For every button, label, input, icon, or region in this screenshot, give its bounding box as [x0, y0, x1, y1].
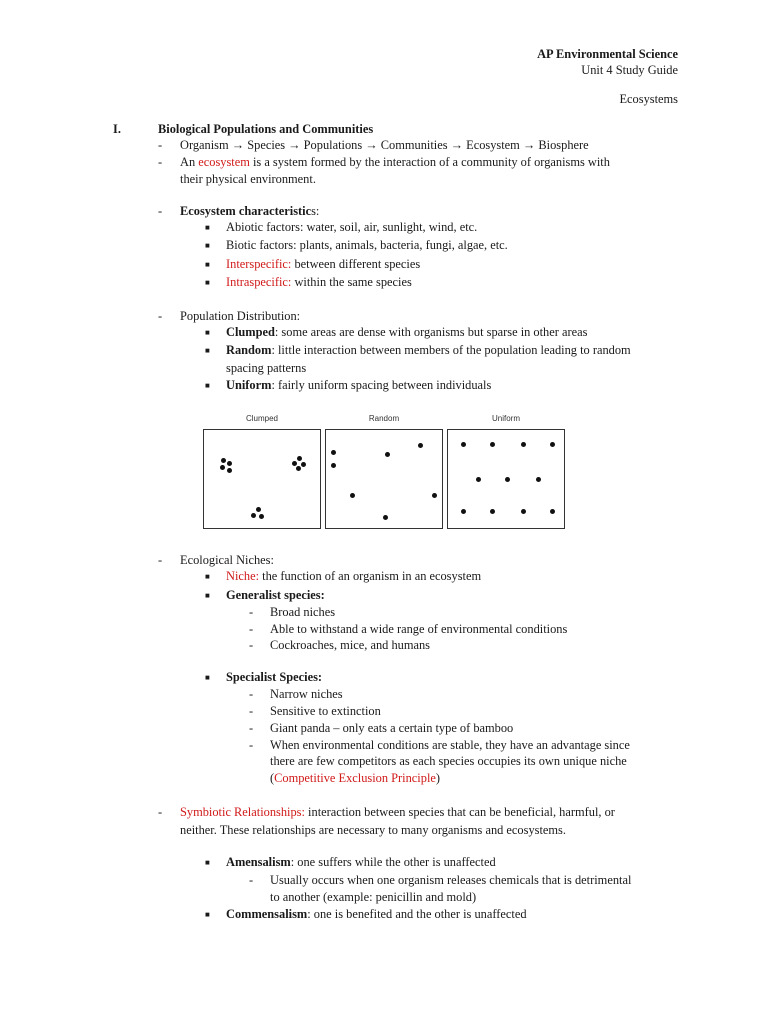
dash-bullet: -: [249, 638, 254, 652]
organism-dot: [521, 442, 526, 447]
square-bullet: ■: [205, 591, 210, 600]
amensalism-item: Amensalism: one suffers while the other is unaffected: [226, 855, 496, 869]
uniform-item: Uniform: fairly uniform spacing between individuals: [226, 378, 492, 392]
specialist-item: Giant panda – only eats a certain type of bamboo: [270, 721, 514, 735]
symbiosis-definition-cont: neither. These relationships are necessary to many organisms and ecosystems.: [180, 823, 566, 837]
organism-dot: [227, 461, 232, 466]
square-bullet: ■: [205, 346, 210, 355]
dash-bullet: -: [158, 553, 163, 567]
niches-heading: Ecological Niches:: [180, 553, 274, 567]
amensalism-note-cont: to another (example: penicillin and mold): [270, 890, 477, 904]
generalist-item: Cockroaches, mice, and humans: [270, 638, 430, 652]
course-title: AP Environmental Science: [537, 47, 678, 61]
abiotic-item: Abiotic factors: water, soil, air, sunlight, wind, etc.: [226, 220, 478, 234]
square-bullet: ■: [205, 241, 210, 250]
square-bullet: ■: [205, 328, 210, 337]
generalist-item: Able to withstand a wide range of environmental conditions: [270, 622, 568, 636]
dash-bullet: -: [249, 721, 254, 735]
symbiosis-definition: Symbiotic Relationships: interaction between species that can be beneficial, harmful, or: [180, 805, 615, 819]
unit-title: Unit 4 Study Guide: [581, 63, 678, 77]
clumped-item: Clumped: some areas are dense with organisms but sparse in other areas: [226, 325, 588, 339]
dash-bullet: -: [249, 738, 254, 752]
organism-dot: [259, 514, 264, 519]
square-bullet: ■: [205, 910, 210, 919]
distribution-heading: Population Distribution:: [180, 309, 301, 323]
random-box: [325, 429, 443, 529]
uniform-label: Uniform: [491, 414, 520, 423]
specialist-item: When environmental conditions are stable, they have an advantage since: [270, 738, 630, 752]
organism-dot: [296, 466, 301, 471]
organism-dot: [251, 513, 256, 518]
organism-dot: [221, 458, 226, 463]
dash-bullet: -: [158, 805, 163, 819]
dash-bullet: -: [158, 155, 163, 169]
generalist-item: Broad niches: [270, 605, 336, 619]
section-title: Biological Populations and Communities: [158, 122, 374, 136]
organism-dot: [331, 450, 336, 455]
random-label: Random: [368, 414, 400, 423]
section-numeral: I.: [113, 122, 121, 136]
square-bullet: ■: [205, 858, 210, 867]
uniform-box: [447, 429, 565, 529]
interspecific-item: Interspecific: between different species: [226, 257, 421, 271]
random-item: Random: little interaction between members of the population leading to random: [226, 343, 631, 357]
organism-dot: [461, 442, 466, 447]
square-bullet: ■: [205, 260, 210, 269]
dash-bullet: -: [249, 704, 254, 718]
clumped-label: Clumped: [245, 414, 278, 423]
organism-dot: [385, 452, 390, 457]
organism-dot: [297, 456, 302, 461]
dash-bullet: -: [249, 687, 254, 701]
organism-dot: [331, 463, 336, 468]
organism-dot: [476, 477, 481, 482]
random-item-cont: spacing patterns: [226, 361, 307, 375]
organism-dot: [550, 442, 555, 447]
specialist-item-cont: there are few competitors as each species occupies its own unique niche: [270, 754, 627, 768]
specialist-heading: Specialist Species:: [226, 670, 323, 684]
organism-dot: [383, 515, 388, 520]
organism-dot: [418, 443, 423, 448]
organism-dot: [550, 509, 555, 514]
organism-dot: [220, 465, 225, 470]
dash-bullet: -: [249, 622, 254, 636]
dash-bullet: -: [249, 605, 254, 619]
square-bullet: ■: [205, 673, 210, 682]
intraspecific-item: Intraspecific: within the same species: [226, 275, 412, 289]
biotic-item: Biotic factors: plants, animals, bacteria, fungi, algae, etc.: [226, 238, 508, 252]
specialist-item: Sensitive to extinction: [270, 704, 381, 718]
competitive-exclusion-principle: (Competitive Exclusion Principle): [270, 771, 441, 785]
hierarchy-line: Organism → Species → Populations → Communities → Ecosystem → Biosphere: [180, 138, 589, 152]
square-bullet: ■: [205, 223, 210, 232]
amensalism-note: Usually occurs when one organism releases chemicals that is detrimental: [270, 873, 632, 887]
organism-dot: [490, 442, 495, 447]
square-bullet: ■: [205, 572, 210, 581]
commensalism-item: Commensalism: one is benefited and the other is unaffected: [226, 907, 527, 921]
clumped-box: [203, 429, 321, 529]
organism-dot: [256, 507, 261, 512]
generalist-heading: Generalist species:: [226, 588, 325, 602]
organism-dot: [350, 493, 355, 498]
square-bullet: ■: [205, 381, 210, 390]
dash-bullet: -: [158, 138, 163, 152]
dash-bullet: -: [158, 204, 163, 218]
organism-dot: [490, 509, 495, 514]
ecosystem-definition-cont: their physical environment.: [180, 172, 316, 186]
organism-dot: [461, 509, 466, 514]
topic-title: Ecosystems: [619, 92, 678, 106]
ecosystem-definition: An ecosystem is a system formed by the interaction of a community of organisms with: [180, 155, 610, 169]
dash-bullet: -: [249, 873, 254, 887]
organism-dot: [432, 493, 437, 498]
organism-dot: [536, 477, 541, 482]
niche-item: Niche: the function of an organism in an ecosystem: [226, 569, 482, 583]
characteristics-heading: Ecosystem characteristics:: [180, 204, 320, 218]
organism-dot: [301, 462, 306, 467]
organism-dot: [521, 509, 526, 514]
organism-dot: [227, 468, 232, 473]
dash-bullet: -: [158, 309, 163, 323]
square-bullet: ■: [205, 278, 210, 287]
distribution-figure: [203, 414, 569, 532]
specialist-item: Narrow niches: [270, 687, 343, 701]
organism-dot: [505, 477, 510, 482]
organism-dot: [292, 461, 297, 466]
